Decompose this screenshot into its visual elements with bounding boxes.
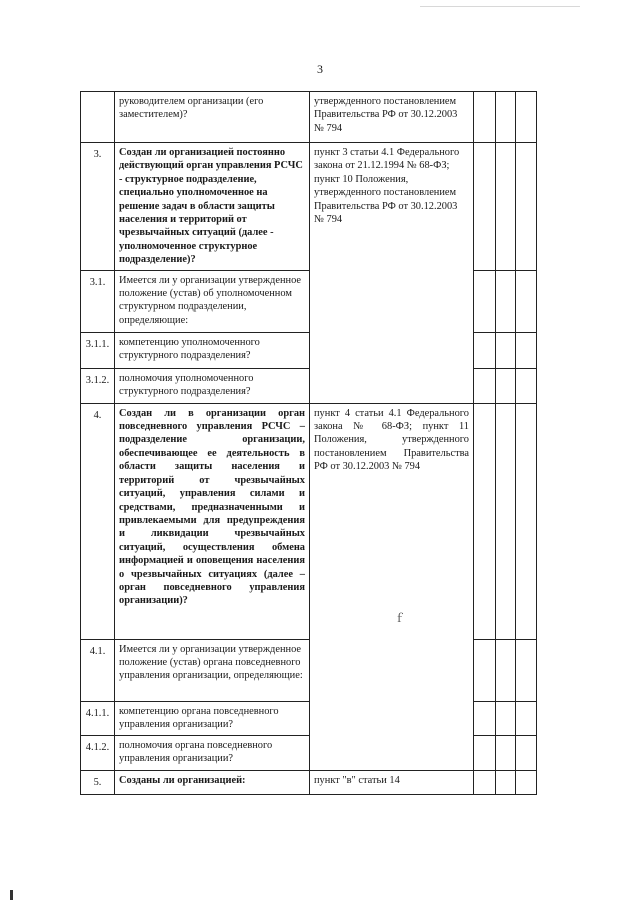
- answer-na-cell: [516, 770, 537, 794]
- question-text: Созданы ли организацией:: [115, 770, 310, 794]
- row-number: 4.1.2.: [81, 735, 115, 770]
- answer-no-cell: [496, 332, 516, 368]
- answer-yes-cell: [474, 639, 496, 701]
- row-number: [81, 92, 115, 143]
- answer-yes-cell: [474, 143, 496, 271]
- answer-yes-cell: [474, 770, 496, 794]
- row-number: 3.: [81, 143, 115, 271]
- answer-no-cell: [496, 92, 516, 143]
- row-number: 3.1.1.: [81, 332, 115, 368]
- legal-reference: пункт 3 статьи 4.1 Федерального закона от 21.12.1994 № 68-ФЗ; пункт 10 Положения, утвержденного постановлением Правительства РФ от 30.12.2003 № 794: [310, 143, 474, 404]
- scan-artifact-mark: ｆ: [394, 613, 405, 625]
- question-text: полномочия уполномоченного структурного подразделения?: [115, 368, 310, 403]
- question-text: руководителем организации (его заместителем)?: [115, 92, 310, 143]
- question-text: Имеется ли у организации утвержденное положение (устав) органа повседневного управления организации, определяющие:: [115, 639, 310, 701]
- question-text: компетенцию уполномоченного структурного подразделения?: [115, 332, 310, 368]
- answer-yes-cell: [474, 332, 496, 368]
- row-number: 3.1.: [81, 270, 115, 332]
- checklist-table: [80, 91, 537, 795]
- legal-reference: пункт "в" статьи 14: [310, 770, 474, 794]
- top-edge-rule: [420, 6, 580, 7]
- answer-yes-cell: [474, 368, 496, 403]
- answer-yes-cell: [474, 403, 496, 639]
- answer-yes-cell: [474, 735, 496, 770]
- row-number: 3.1.2.: [81, 368, 115, 403]
- question-text: Имеется ли у организации утвержденное положение (устав) об уполномоченном структурном подразделении, определяющие:: [115, 270, 310, 332]
- answer-na-cell: [516, 639, 537, 701]
- answer-na-cell: [516, 403, 537, 639]
- answer-na-cell: [516, 92, 537, 143]
- row-number: 5.: [81, 770, 115, 794]
- question-text: полномочия органа повседневного управления организации?: [115, 735, 310, 770]
- question-text: компетенцию органа повседневного управления организации?: [115, 701, 310, 735]
- answer-na-cell: [516, 270, 537, 332]
- table-row: [81, 143, 537, 271]
- answer-yes-cell: [474, 270, 496, 332]
- answer-no-cell: [496, 143, 516, 271]
- table-row: [81, 92, 537, 143]
- answer-na-cell: [516, 701, 537, 735]
- answer-yes-cell: [474, 92, 496, 143]
- answer-yes-cell: [474, 701, 496, 735]
- scan-margin-mark: [10, 890, 13, 900]
- row-number: 4.1.1.: [81, 701, 115, 735]
- answer-no-cell: [496, 770, 516, 794]
- answer-no-cell: [496, 735, 516, 770]
- question-text: Создан ли организацией постоянно действующий орган управления РСЧС - структурное подразделение, специально уполномоченное на решение задач в области защиты населения и территорий от чрезвычайных ситуаций (далее - уполномоченное структурное подразделение)?: [115, 143, 310, 271]
- answer-na-cell: [516, 143, 537, 271]
- answer-na-cell: [516, 332, 537, 368]
- answer-no-cell: [496, 701, 516, 735]
- answer-na-cell: [516, 368, 537, 403]
- checklist-table-container: [80, 91, 536, 795]
- question-text: Создан ли в организации орган повседневного управления РСЧС – подразделение организации, обеспечивающее ее деятельность в области защиты населения и территорий от чрезвычайных ситуаций, управления силами и средствами, предназначенными и привлекаемыми для предупреждения и ликвидации чрезвычайных ситуаций, осуществления обмена информацией и оповещения населения о чрезвычайных ситуациях (далее – орган повседневного управления организации)?: [115, 403, 310, 639]
- legal-reference: пункт 4 статьи 4.1 Федерального закона № 68-ФЗ; пункт 11 Положения, утвержденного постановлением Правительства РФ от 30.12.2003 № 794: [310, 403, 474, 770]
- answer-no-cell: [496, 403, 516, 639]
- row-number: 4.1.: [81, 639, 115, 701]
- legal-reference: утвержденного постановлением Правительства РФ от 30.12.2003 № 794: [310, 92, 474, 143]
- page-number: 3: [317, 62, 323, 76]
- table-row: [81, 403, 537, 639]
- answer-no-cell: [496, 639, 516, 701]
- answer-na-cell: [516, 735, 537, 770]
- row-number: 4.: [81, 403, 115, 639]
- answer-no-cell: [496, 368, 516, 403]
- answer-no-cell: [496, 270, 516, 332]
- table-row: [81, 770, 537, 794]
